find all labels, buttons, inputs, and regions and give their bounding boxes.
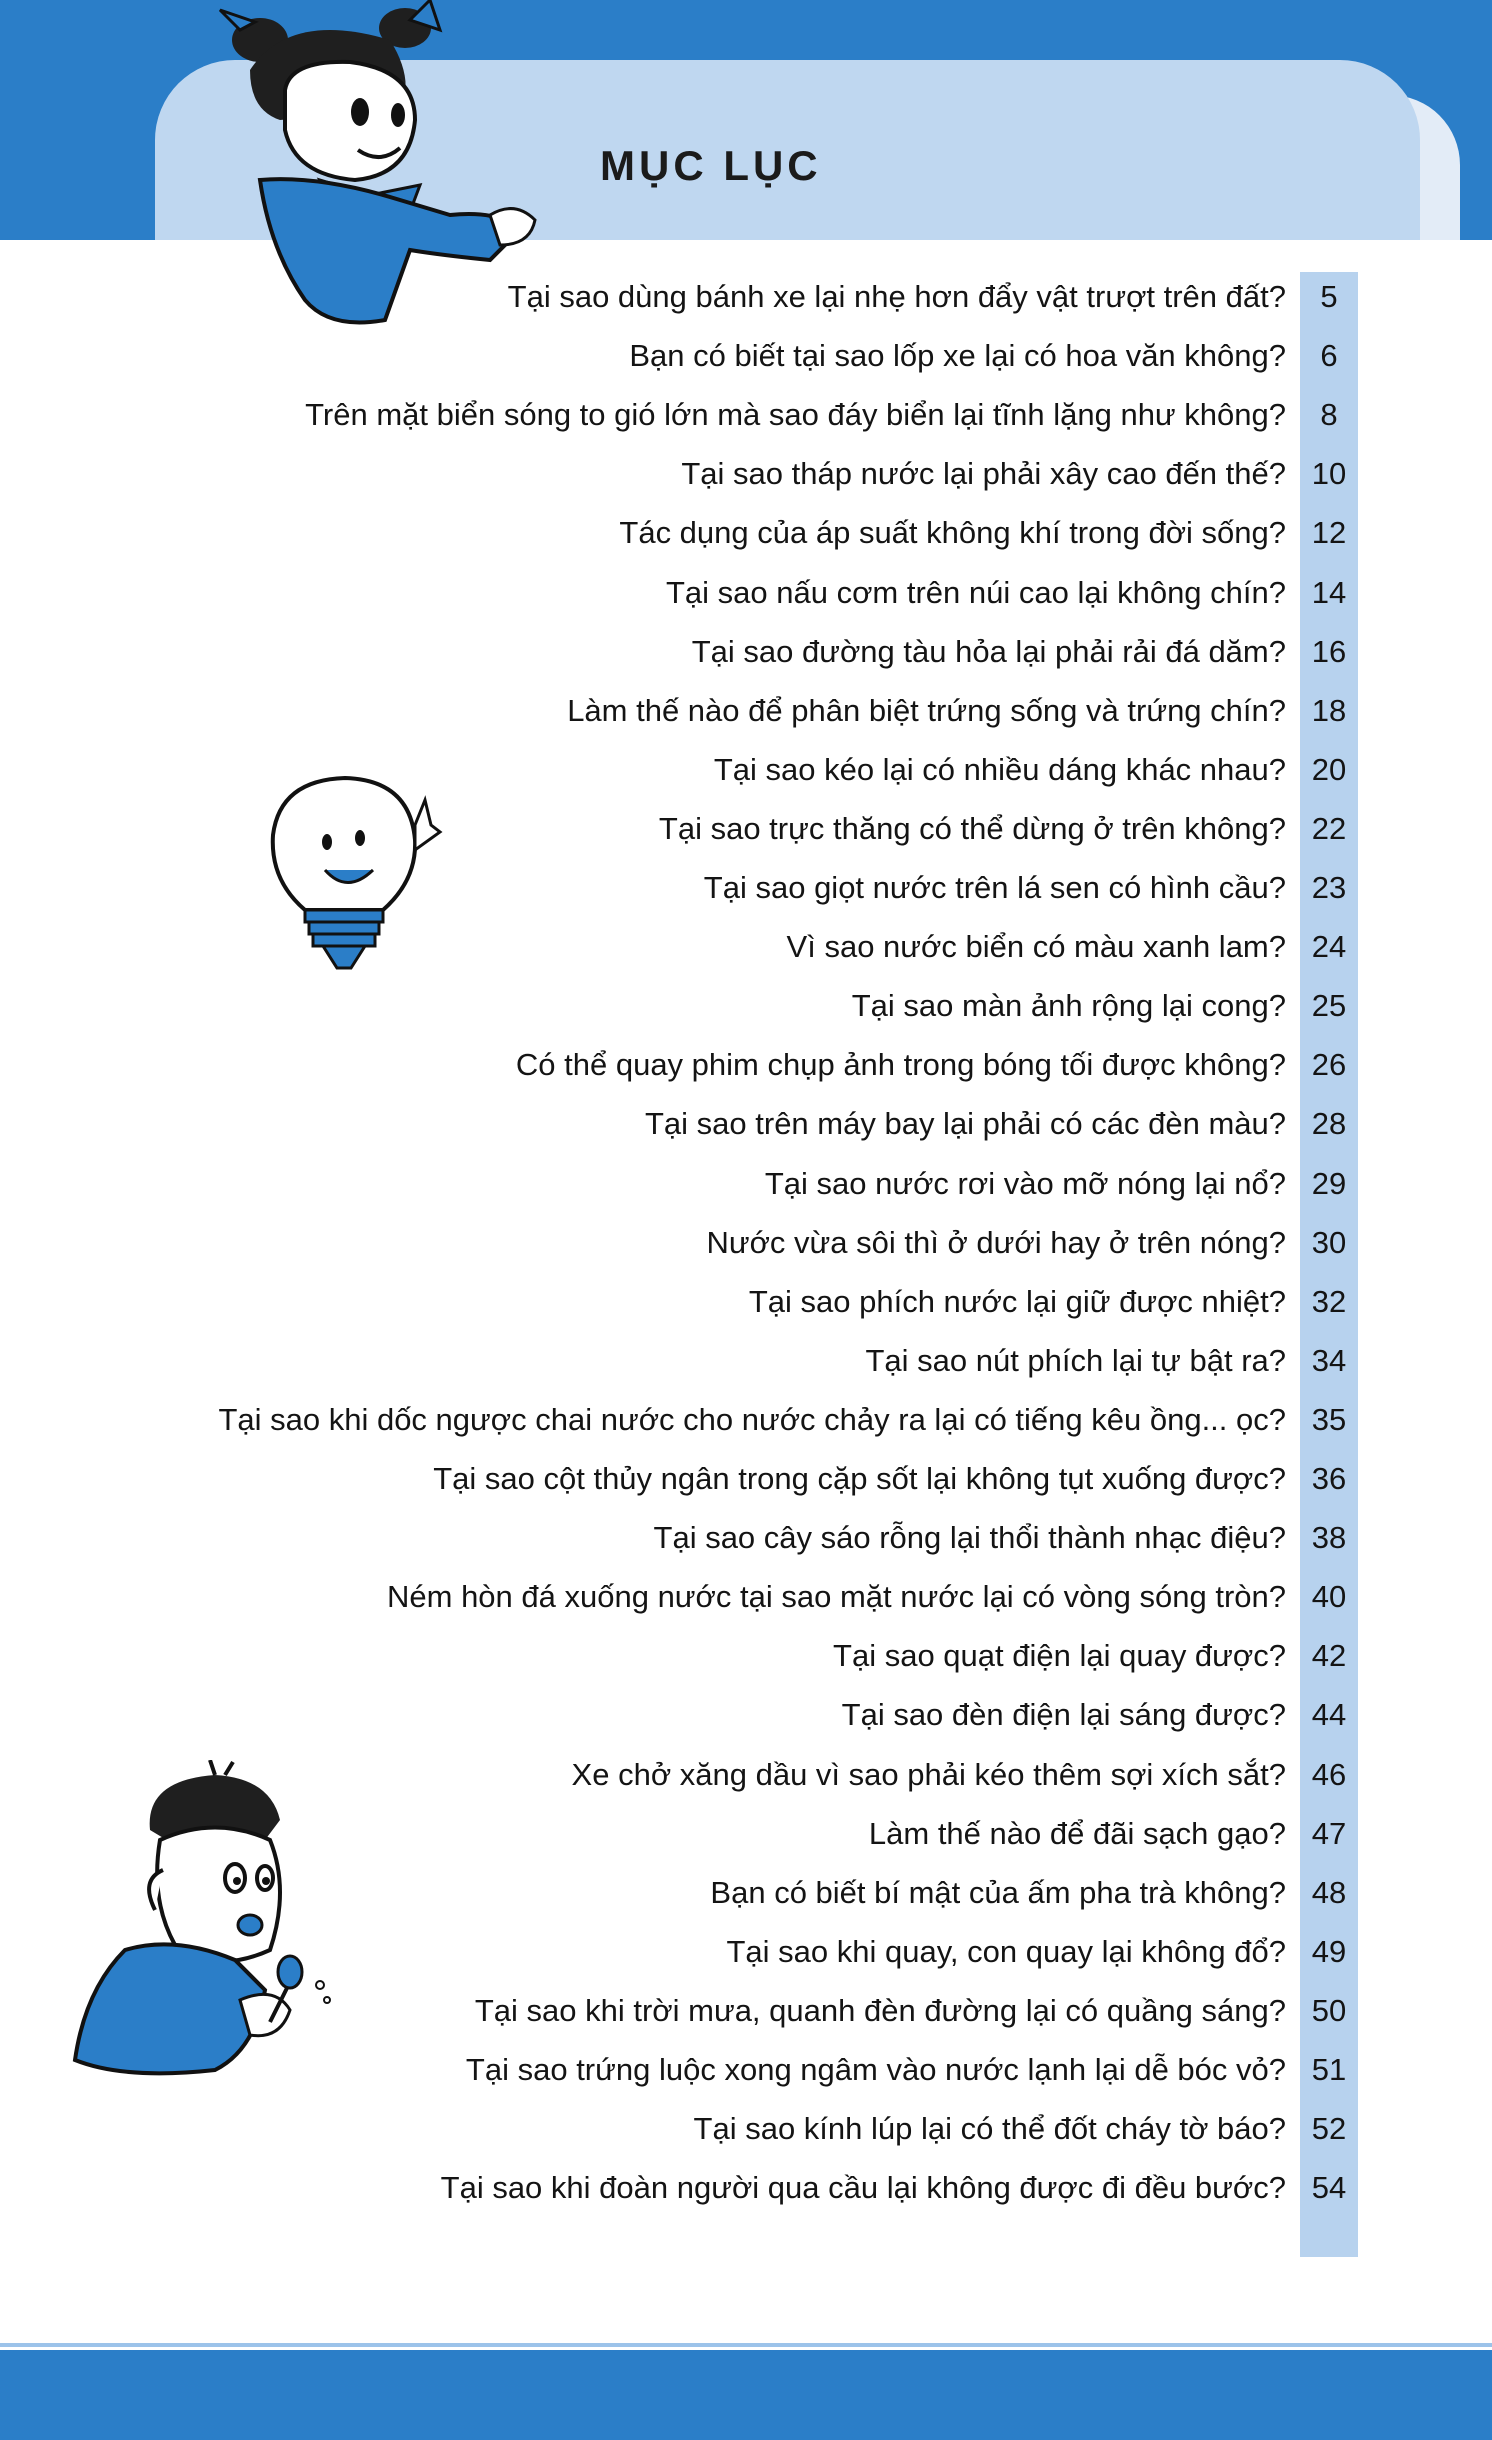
toc-entry-title: Tại sao phích nước lại giữ được nhiệt? (748, 1284, 1286, 1319)
toc-page-number: 20 (1311, 752, 1347, 787)
toc-entry-title: Làm thế nào để đãi sạch gạo? (868, 1816, 1286, 1851)
page-title: MỤC LỤC (600, 142, 822, 189)
toc-entry[interactable] (0, 1927, 1492, 1977)
toc-page-number: 42 (1311, 1638, 1347, 1673)
toc-entry[interactable] (0, 2104, 1492, 2154)
toc-entry-title: Ném hòn đá xuống nước tại sao mặt nước lại có vòng sóng tròn? (387, 1579, 1286, 1614)
toc-page-number: 8 (1320, 397, 1338, 432)
toc-entry[interactable] (0, 1395, 1492, 1445)
toc-entry[interactable] (0, 981, 1492, 1031)
toc-entry-title: Tại sao đèn điện lại sáng được? (841, 1697, 1286, 1732)
toc-page-number: 30 (1311, 1225, 1347, 1260)
toc-page-number: 28 (1311, 1106, 1347, 1141)
toc-page-number: 26 (1311, 1047, 1347, 1082)
toc-entry[interactable] (0, 1750, 1492, 1800)
toc-page-number: 54 (1311, 2170, 1347, 2205)
toc-entry-title: Trên mặt biển sóng to gió lớn mà sao đáy biển lại tĩnh lặng như không? (305, 397, 1286, 432)
toc-entry-title: Tại sao khi đoàn người qua cầu lại không được đi đều bước? (440, 2170, 1286, 2205)
toc-entry-title: Tại sao kính lúp lại có thể đốt cháy tờ báo? (693, 2111, 1286, 2146)
toc-entry[interactable] (0, 804, 1492, 854)
toc-entry-title: Tại sao kéo lại có nhiều dáng khác nhau? (713, 752, 1286, 787)
toc-entry-title: Tại sao quạt điện lại quay được? (833, 1638, 1286, 1673)
toc-entry[interactable] (0, 1277, 1492, 1327)
toc-entry[interactable] (0, 1631, 1492, 1681)
toc-entry[interactable] (0, 1159, 1492, 1209)
toc-entry-title: Tại sao đường tàu hỏa lại phải rải đá dăm? (691, 634, 1286, 669)
toc-entry[interactable] (0, 1454, 1492, 1504)
toc-entry-title: Bạn có biết bí mật của ấm pha trà không? (710, 1875, 1286, 1910)
toc-entry[interactable] (0, 922, 1492, 972)
toc-entry[interactable] (0, 449, 1492, 499)
toc-entry[interactable] (0, 272, 1492, 322)
toc-entry[interactable] (0, 1572, 1492, 1622)
toc-page-number: 32 (1311, 1284, 1347, 1319)
toc-entry-title: Tại sao nút phích lại tự bật ra? (865, 1343, 1286, 1378)
toc-entry[interactable] (0, 745, 1492, 795)
toc-page-number: 16 (1311, 634, 1347, 669)
toc-page-number: 5 (1320, 279, 1338, 314)
toc-page-number: 49 (1311, 1934, 1347, 1969)
toc-page-number: 10 (1311, 456, 1347, 491)
toc-entry-title: Tại sao giọt nước trên lá sen có hình cầu? (703, 870, 1286, 905)
toc-entry-title: Vì sao nước biển có màu xanh lam? (786, 929, 1286, 964)
toc-page-number: 14 (1311, 575, 1347, 610)
toc-entry[interactable] (0, 2045, 1492, 2095)
toc-entry[interactable] (0, 686, 1492, 736)
toc-page-number: 44 (1311, 1697, 1347, 1732)
toc-page-number: 46 (1311, 1757, 1347, 1792)
toc-entry[interactable] (0, 390, 1492, 440)
toc-entry-title: Làm thế nào để phân biệt trứng sống và trứng chín? (567, 693, 1286, 728)
toc-entry-title: Tại sao trực thăng có thể dừng ở trên không? (658, 811, 1286, 846)
toc-page-number: 25 (1311, 988, 1347, 1023)
toc-page-number: 48 (1311, 1875, 1347, 1910)
toc-page-number: 40 (1311, 1579, 1347, 1614)
toc-entry[interactable] (0, 568, 1492, 618)
toc-page-number: 51 (1311, 2052, 1347, 2087)
toc-entry-title: Có thể quay phim chụp ảnh trong bóng tối được không? (515, 1047, 1286, 1082)
toc-page-number: 29 (1311, 1166, 1347, 1201)
toc-entry[interactable] (0, 1690, 1492, 1740)
toc-entry-title: Nước vừa sôi thì ở dưới hay ở trên nóng? (706, 1225, 1286, 1260)
toc-entry-title: Tại sao khi dốc ngược chai nước cho nước chảy ra lại có tiếng kêu ồng... ọc? (218, 1402, 1286, 1437)
toc-entry-title: Tại sao trên máy bay lại phải có các đèn màu? (644, 1106, 1286, 1141)
toc-page-number: 22 (1311, 811, 1347, 846)
toc-entry[interactable] (0, 331, 1492, 381)
toc-entry-title: Tại sao cột thủy ngân trong cặp sốt lại không tụt xuống được? (433, 1461, 1286, 1496)
toc-page-number: 35 (1311, 1402, 1347, 1437)
toc-entry-title: Xe chở xăng dầu vì sao phải kéo thêm sợi xích sắt? (571, 1757, 1286, 1792)
toc-entry-title: Tại sao khi trời mưa, quanh đèn đường lại có quầng sáng? (474, 1993, 1286, 2028)
toc-page-number: 50 (1311, 1993, 1347, 2028)
toc-entry-title: Tại sao nước rơi vào mỡ nóng lại nổ? (764, 1166, 1286, 1201)
toc-entry-title: Tại sao trứng luộc xong ngâm vào nước lạnh lại dễ bóc vỏ? (465, 2052, 1286, 2087)
toc-page-number: 47 (1311, 1816, 1347, 1851)
toc-entry-title: Tại sao nấu cơm trên núi cao lại không chín? (665, 575, 1286, 610)
toc-entry[interactable] (0, 1868, 1492, 1918)
toc-entry[interactable] (0, 863, 1492, 913)
bottom-rule (0, 2343, 1492, 2347)
toc-page-number: 24 (1311, 929, 1347, 964)
toc-entry-title: Tại sao màn ảnh rộng lại cong? (851, 988, 1286, 1023)
toc-entry[interactable] (0, 1336, 1492, 1386)
toc-entry-title: Bạn có biết tại sao lốp xe lại có hoa văn không? (629, 338, 1286, 373)
toc-entry[interactable] (0, 627, 1492, 677)
toc-page-number: 52 (1311, 2111, 1347, 2146)
toc-page-number: 34 (1311, 1343, 1347, 1378)
toc-entry-title: Tại sao tháp nước lại phải xây cao đến thế? (681, 456, 1286, 491)
toc-entry-title: Tại sao khi quay, con quay lại không đổ? (726, 1934, 1286, 1969)
toc-entry[interactable] (0, 1809, 1492, 1859)
toc-page-number: 12 (1311, 515, 1347, 550)
toc-entry[interactable] (0, 2163, 1492, 2213)
toc-page-number: 6 (1320, 338, 1338, 373)
toc-entry-title: Tác dụng của áp suất không khí trong đời sống? (619, 515, 1286, 550)
toc-entry[interactable] (0, 1513, 1492, 1563)
toc-entry[interactable] (0, 1218, 1492, 1268)
toc-entry[interactable] (0, 1986, 1492, 2036)
toc-entry[interactable] (0, 1040, 1492, 1090)
toc-page-number: 38 (1311, 1520, 1347, 1555)
toc-entry[interactable] (0, 1099, 1492, 1149)
toc-entry-title: Tại sao dùng bánh xe lại nhẹ hơn đẩy vật trượt trên đất? (507, 279, 1286, 314)
toc-entry[interactable] (0, 508, 1492, 558)
toc-page-number: 36 (1311, 1461, 1347, 1496)
toc-entry-title: Tại sao cây sáo rỗng lại thổi thành nhạc điệu? (653, 1520, 1286, 1555)
toc-page-number: 18 (1311, 693, 1347, 728)
toc-page-number: 23 (1311, 870, 1347, 905)
